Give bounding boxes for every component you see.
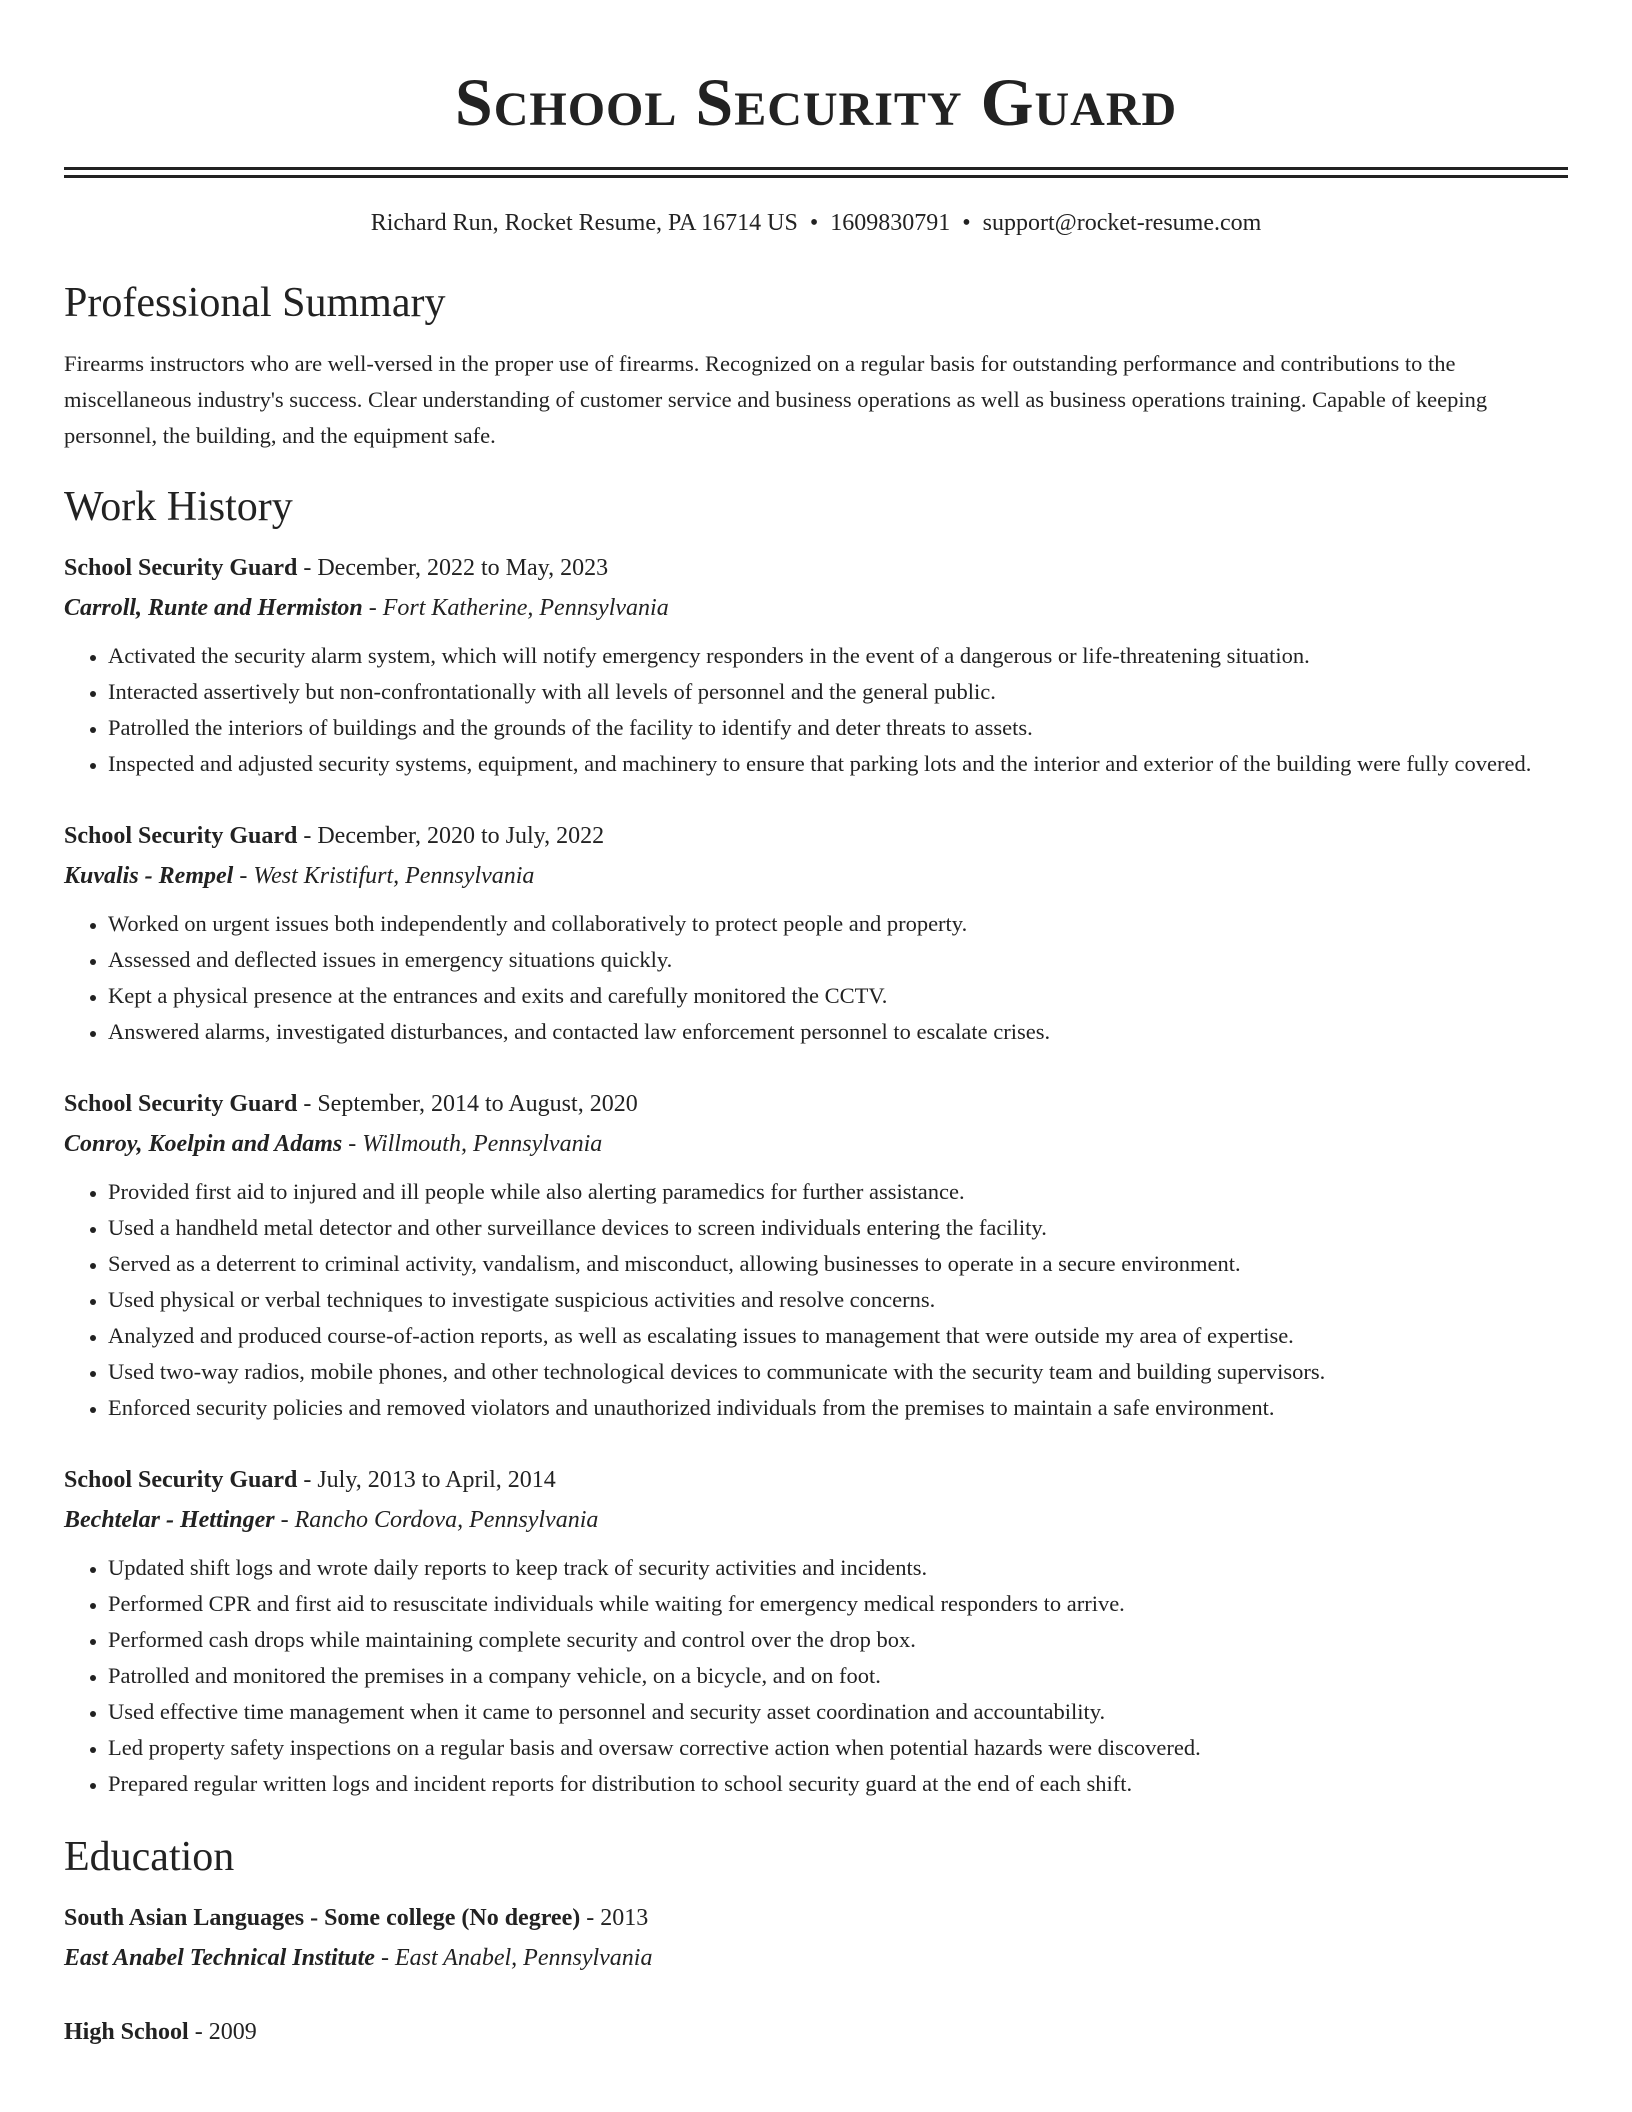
job-location: - Willmouth, Pennsylvania bbox=[342, 1131, 603, 1157]
job-employer bbox=[64, 1124, 1568, 1164]
job-dates: - July, 2013 to April, 2014 bbox=[297, 1467, 556, 1493]
work-history-heading: Work History bbox=[64, 484, 293, 530]
job-bullet: • Worked on urgent issues both independently and collaboratively to protect people and property. bbox=[108, 906, 1568, 942]
job-location: - Rancho Cordova, Pennsylvania bbox=[274, 1507, 599, 1533]
job-title: School Security Guard bbox=[64, 1091, 298, 1117]
job-title: School Security Guard bbox=[64, 555, 298, 581]
education-list bbox=[64, 1898, 1568, 2052]
job-bullet: • Led property safety inspections on a regular basis and oversaw corrective action when potential hazards were discovered. bbox=[108, 1730, 1568, 1766]
job-dates: - December, 2020 to July, 2022 bbox=[297, 823, 605, 849]
job-employer bbox=[64, 588, 1568, 628]
contact-separator: • bbox=[809, 210, 819, 236]
job-employer bbox=[64, 1500, 1568, 1540]
job-entry bbox=[64, 816, 1568, 1050]
job-bullet: • Patrolled the interiors of buildings and the grounds of the facility to identify and deter threats to assets. bbox=[108, 710, 1568, 746]
summary-heading: Professional Summary bbox=[64, 280, 446, 326]
job-bullet: • Kept a physical presence at the entrances and exits and carefully monitored the CCTV. bbox=[108, 978, 1568, 1014]
resume-title: School Security Guard bbox=[454, 64, 1178, 140]
contact-phone: 1609830791 bbox=[830, 210, 951, 236]
job-heading bbox=[64, 548, 1568, 588]
job-location: - West Kristifurt, Pennsylvania bbox=[233, 863, 535, 889]
job-company: Carroll, Runte and Hermiston bbox=[64, 595, 363, 621]
education-year: - 2009 bbox=[188, 2019, 257, 2045]
job-dates: - September, 2014 to August, 2020 bbox=[297, 1091, 638, 1117]
education-entry bbox=[64, 1898, 1568, 1978]
job-bullets bbox=[64, 1550, 1568, 1802]
contact-separator: • bbox=[962, 210, 971, 236]
job-employer bbox=[64, 856, 1568, 896]
job-bullet: • Used effective time management when it came to personnel and security asset coordination and accountability. bbox=[108, 1694, 1568, 1730]
education-heading-line bbox=[64, 2012, 1568, 2052]
job-bullet: • Performed CPR and first aid to resuscitate individuals while waiting for emergency medical responders to arrive. bbox=[108, 1586, 1568, 1622]
contact-line bbox=[64, 208, 1568, 238]
education-school-line bbox=[64, 1938, 1568, 1978]
job-bullets bbox=[64, 638, 1568, 782]
job-company: Conroy, Koelpin and Adams bbox=[64, 1131, 343, 1157]
education-heading-line bbox=[64, 1898, 1568, 1938]
job-title: School Security Guard bbox=[64, 823, 298, 849]
job-bullet: • Analyzed and produced course-of-action reports, as well as escalating issues to management that were outside my area of expertise. bbox=[108, 1318, 1568, 1354]
job-heading bbox=[64, 1084, 1568, 1124]
job-bullet: • Inspected and adjusted security systems, equipment, and machinery to ensure that parking lots and the interior and exterior of the building were fully covered. bbox=[108, 746, 1568, 782]
job-entry bbox=[64, 1460, 1568, 1802]
job-heading bbox=[64, 816, 1568, 856]
job-bullet: • Prepared regular written logs and incident reports for distribution to school security guard at the end of each shift. bbox=[108, 1766, 1568, 1802]
job-company: Kuvalis - Rempel bbox=[64, 863, 234, 889]
education-heading: Education bbox=[64, 1834, 235, 1880]
job-title: School Security Guard bbox=[64, 1467, 298, 1493]
education-degree: South Asian Languages - Some college (No degree) bbox=[64, 1905, 581, 1931]
job-bullet: • Activated the security alarm system, which will notify emergency responders in the event of a dangerous or life-threatening situation. bbox=[108, 638, 1568, 674]
job-bullet: • Used two-way radios, mobile phones, and other technological devices to communicate with the security team and building supervisors. bbox=[108, 1354, 1568, 1390]
job-bullet: • Updated shift logs and wrote daily reports to keep track of security activities and incidents. bbox=[108, 1550, 1568, 1586]
job-location: - Fort Katherine, Pennsylvania bbox=[362, 595, 669, 621]
job-entry bbox=[64, 548, 1568, 782]
job-bullet: • Served as a deterrent to criminal activity, vandalism, and misconduct, allowing businesses to operate in a secure environment. bbox=[108, 1246, 1568, 1282]
job-bullet: • Provided first aid to injured and ill people while also alerting paramedics for further assistance. bbox=[108, 1174, 1568, 1210]
education-entry bbox=[64, 2012, 1568, 2052]
education-school: East Anabel Technical Institute bbox=[64, 1945, 375, 1971]
job-bullet: • Used physical or verbal techniques to investigate suspicious activities and resolve concerns. bbox=[108, 1282, 1568, 1318]
job-bullets bbox=[64, 906, 1568, 1050]
job-entry bbox=[64, 1084, 1568, 1426]
job-company: Bechtelar - Hettinger bbox=[64, 1507, 275, 1533]
summary-text: Firearms instructors who are well-versed in the proper use of firearms. Recognized on a regular basis for outstanding performance and contributions to the miscellaneous industry's success. Clear understanding of customer service and business operations as well as business operations training. Capable of keeping personnel, the building, and the equipment safe. bbox=[64, 351, 1488, 448]
job-heading bbox=[64, 1460, 1568, 1500]
job-bullet: • Patrolled and monitored the premises in a company vehicle, on a bicycle, and on foot. bbox=[108, 1658, 1568, 1694]
job-bullet: • Enforced security policies and removed violators and unauthorized individuals from the premises to maintain a safe environment. bbox=[108, 1390, 1568, 1426]
education-degree: High School bbox=[64, 2019, 189, 2045]
job-bullet: • Answered alarms, investigated disturbances, and contacted law enforcement personnel to escalate crises. bbox=[108, 1014, 1568, 1050]
contact-address: Richard Run, Rocket Resume, PA 16714 US bbox=[370, 210, 798, 236]
job-bullets bbox=[64, 1174, 1568, 1426]
job-bullet: • Assessed and deflected issues in emergency situations quickly. bbox=[108, 942, 1568, 978]
job-bullet: • Performed cash drops while maintaining complete security and control over the drop box. bbox=[108, 1622, 1568, 1658]
education-year: - 2013 bbox=[580, 1905, 649, 1931]
education-location: - East Anabel, Pennsylvania bbox=[374, 1945, 653, 1971]
job-dates: - December, 2022 to May, 2023 bbox=[297, 555, 609, 581]
job-bullet: • Interacted assertively but non-confrontationally with all levels of personnel and the general public. bbox=[108, 674, 1568, 710]
work-history-list bbox=[64, 548, 1568, 1802]
contact-email: support@rocket-resume.com bbox=[982, 210, 1262, 236]
title-double-rule bbox=[64, 167, 1568, 178]
job-bullet: • Used a handheld metal detector and other surveillance devices to screen individuals entering the facility. bbox=[108, 1210, 1568, 1246]
